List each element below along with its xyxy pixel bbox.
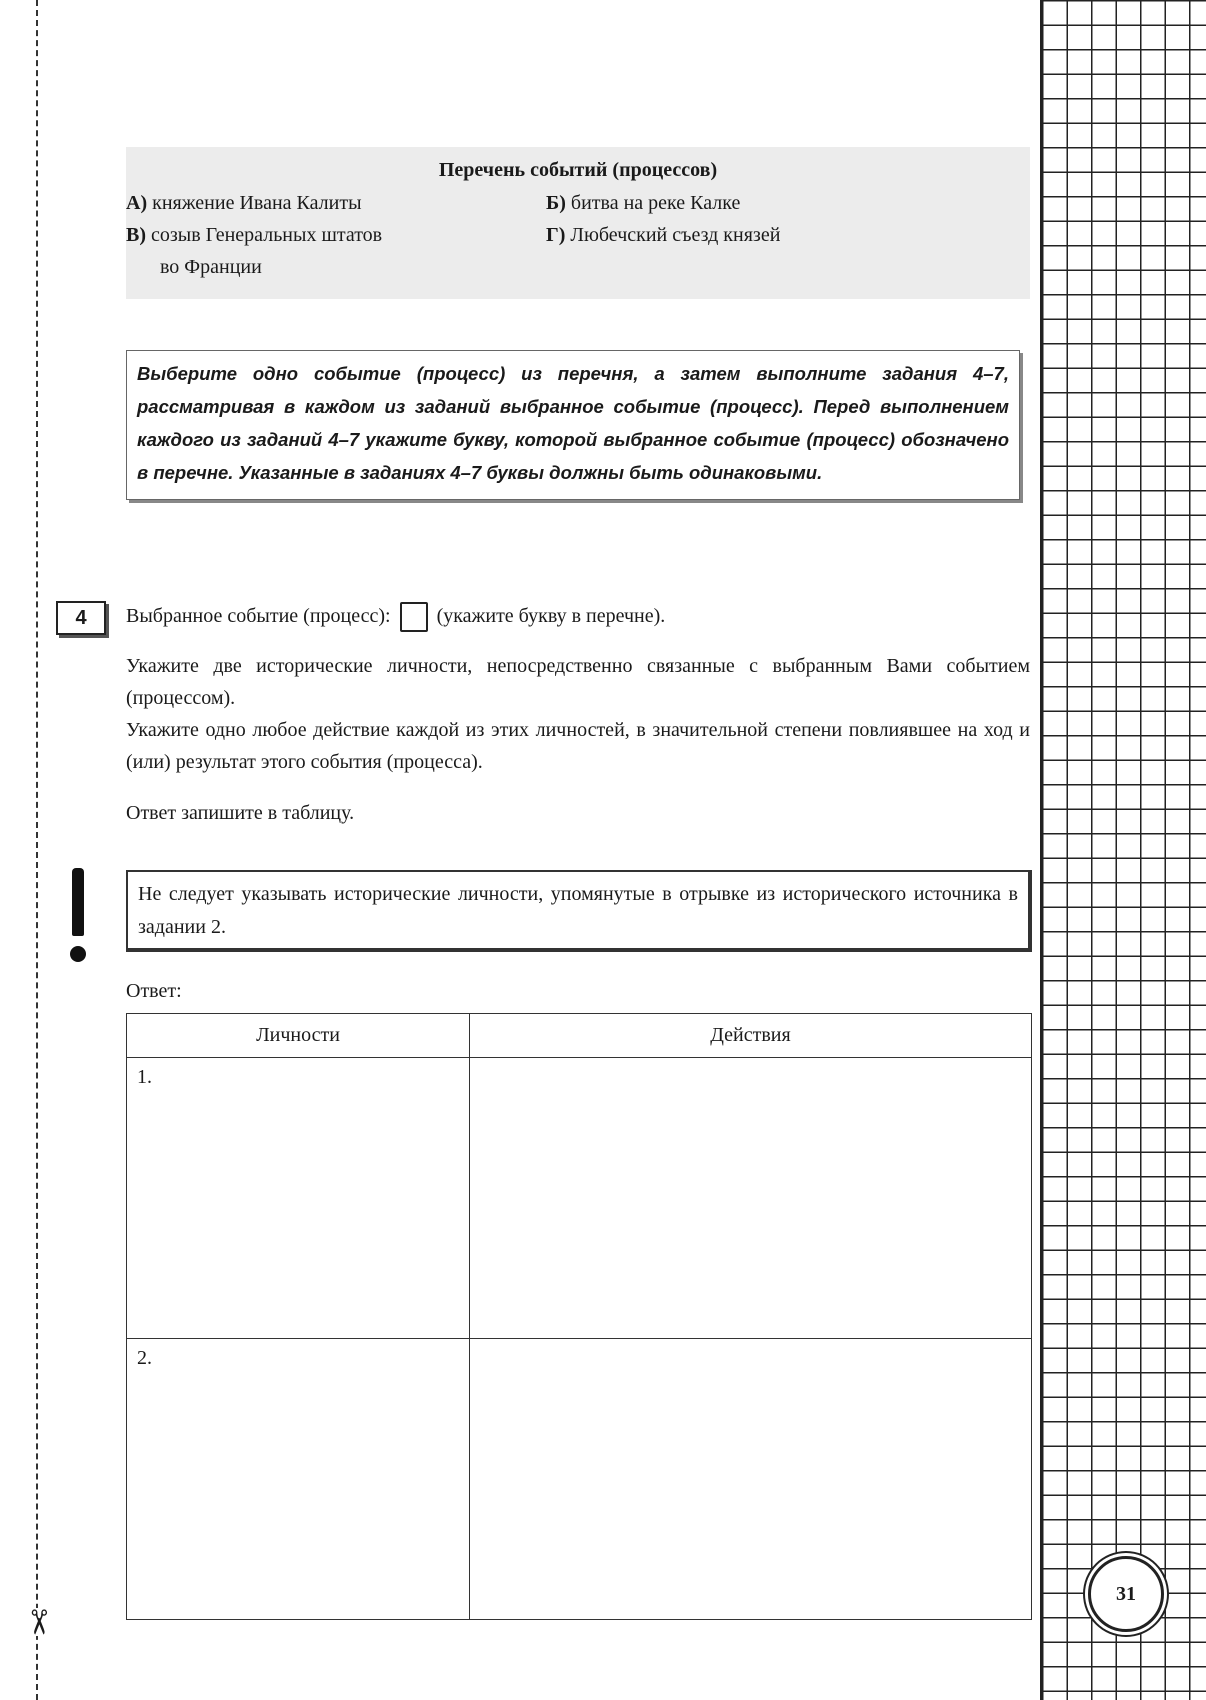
row-number: 1. [137, 1066, 152, 1088]
column-header-persons: Личности [127, 1014, 470, 1058]
event-g [546, 219, 780, 251]
chosen-event-line [126, 600, 665, 632]
event-letter: А) [126, 192, 148, 214]
task-paragraph-2: Укажите одно любое действие каждой из этих личностей, в значительной степени повлиявшее на ход и (или) результат этого события (процесса). [126, 719, 1030, 773]
table-header-row [127, 1014, 1032, 1058]
event-v [126, 219, 382, 283]
event-text-continued: во Франции [160, 256, 262, 278]
event-text: битва на реке Калке [570, 192, 741, 214]
warning-box: Не следует указывать исторические личности, упомянутые в отрывке из исторического источника в задании 2. [126, 870, 1032, 952]
task-paragraph-1: Укажите две исторические личности, непосредственно связанные с выбранным Вами событием (процессом). [126, 655, 1030, 709]
column-header-actions: Действия [470, 1014, 1032, 1058]
letter-answer-box[interactable] [400, 602, 428, 632]
chosen-suffix: (укажите букву в перечне). [436, 605, 666, 627]
action-cell[interactable] [470, 1339, 1032, 1620]
table-row [127, 1339, 1032, 1620]
event-text: княжение Ивана Калиты [152, 192, 362, 214]
event-a [126, 187, 362, 219]
event-letter: Б) [546, 192, 566, 214]
task-number: 4 [56, 601, 106, 635]
row-number: 2. [137, 1347, 152, 1369]
event-b [546, 187, 740, 219]
event-letter: В) [126, 224, 146, 246]
table-row [127, 1058, 1032, 1339]
event-letter: Г) [546, 224, 566, 246]
scissors-icon: ✂ [18, 1608, 58, 1637]
events-title: Перечень событий (процессов) [438, 159, 718, 181]
cut-line [36, 0, 38, 1700]
exclamation-icon [66, 868, 92, 968]
events-list-box [126, 147, 1030, 299]
answer-label: Ответ: [126, 980, 182, 1002]
chosen-prefix: Выбранное событие (процесс): [126, 605, 391, 627]
event-text: созыв Генеральных штатов [151, 224, 383, 246]
task-paragraph-3: Ответ запишите в таблицу. [126, 802, 355, 824]
person-cell[interactable] [127, 1058, 470, 1339]
page-number: 31 [1088, 1556, 1164, 1632]
action-cell[interactable] [470, 1058, 1032, 1339]
answer-grid-margin [1040, 0, 1206, 1700]
answer-table [126, 1013, 1032, 1620]
person-cell[interactable] [127, 1339, 470, 1620]
event-text: Любечский съезд князей [570, 224, 781, 246]
instruction-box: Выберите одно событие (процесс) из перечня, а затем выполните задания 4–7, рассматривая в каждом из заданий выбранное событие (процесс). Перед выполнением каждого из заданий 4–7 укажите букву, которой выбранное событие (процесс) обозначено в перечне. Указанные в заданиях 4–7 буквы должны быть одинаковыми. [126, 350, 1020, 500]
